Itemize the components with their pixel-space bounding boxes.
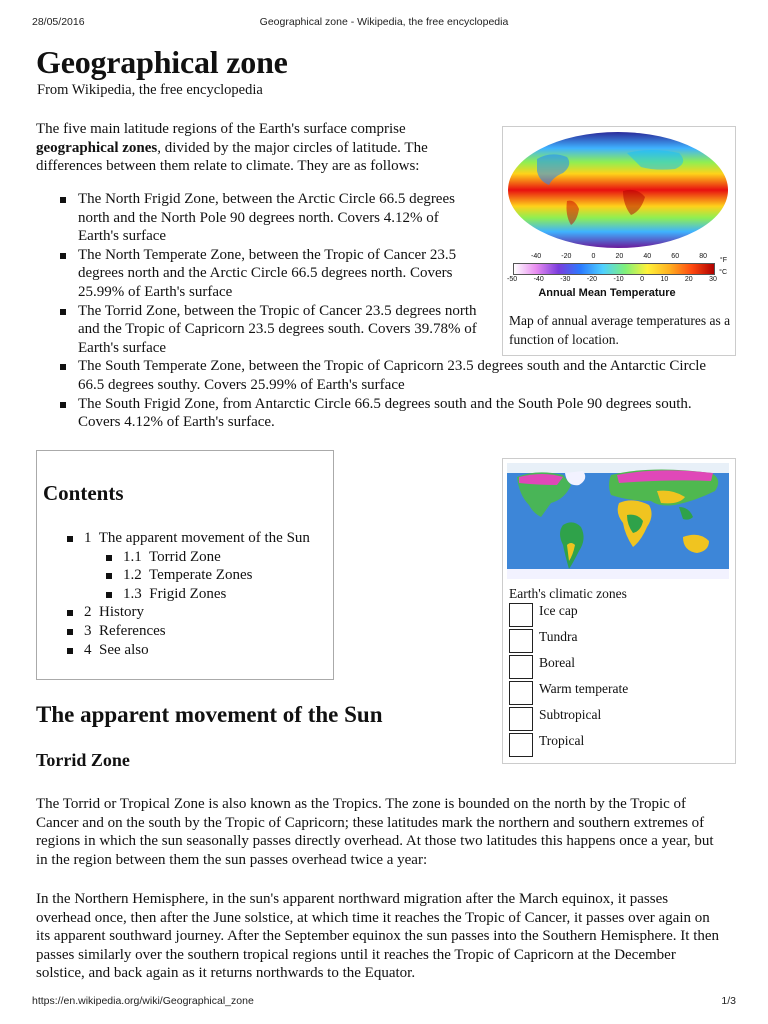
- c-tick: 20: [684, 276, 693, 283]
- scale-title: Annual Mean Temperature: [538, 287, 676, 299]
- geographical-zones-term: geographical zones: [36, 139, 158, 156]
- toc-item-see-also[interactable]: 4 See also: [67, 641, 310, 660]
- c-tick: -10: [613, 276, 624, 283]
- f-tick: -20: [561, 253, 572, 260]
- c-tick: -30: [560, 276, 571, 283]
- legend-swatch: [509, 707, 533, 731]
- print-date: 28/05/2016: [32, 16, 85, 28]
- legend-item: Warm temperate: [509, 681, 628, 707]
- color-bar: [513, 263, 715, 275]
- toc-item-history[interactable]: 2 History: [67, 603, 310, 622]
- list-item: The South Temperate Zone, between the Tropic of Capricorn 23.5 degrees south and the Antarctic Circle 66.5 degrees southy. Covers 25.99% of Earth's surface: [60, 357, 730, 394]
- torrid-paragraph-1: The Torrid or Tropical Zone is also known as the Tropics. The zone is bounded on the north by the Tropic of Cancer and on the south by the Tropic of Capricorn; these latitudes mark the northern and southern extremes of regions in which the sun seasonally passes directly overhead. At those two latitudes this happens once a year, but in the region between them the sun passes overhead twice a year:: [36, 796, 714, 868]
- legend-swatch: [509, 603, 533, 627]
- f-tick: 80: [699, 253, 707, 260]
- c-tick: -40: [533, 276, 544, 283]
- f-tick: 20: [615, 253, 624, 260]
- list-item: The South Frigid Zone, from Antarctic Circle 66.5 degrees south and the South Pole 90 degrees south. Covers 4.12% of Earth's surface.: [60, 395, 718, 432]
- subsection-heading: Torrid Zone: [36, 750, 130, 770]
- toc-item-references[interactable]: 3 References: [67, 622, 310, 641]
- toc-item-sun-movement[interactable]: 1 The apparent movement of the Sun 1.1 Torrid Zone 1.2 Temperate Zones 1.3 Frigid Zones: [67, 529, 310, 603]
- legend-item: Tundra: [509, 629, 628, 655]
- section-heading: The apparent movement of the Sun: [36, 702, 383, 727]
- legend-item: Subtropical: [509, 707, 628, 733]
- toc-title: Contents: [43, 481, 124, 505]
- c-tick: 0: [640, 276, 645, 283]
- toc-item-frigid-zones[interactable]: 1.3 Frigid Zones: [106, 585, 310, 604]
- legend-swatch: [509, 681, 533, 705]
- page-title: Geographical zone: [36, 44, 288, 80]
- legend-swatch: [509, 655, 533, 679]
- figure2-caption: Earth's climatic zones: [509, 586, 627, 601]
- legend-swatch: [509, 629, 533, 653]
- c-tick: -20: [586, 276, 597, 283]
- f-tick: 40: [643, 253, 652, 260]
- intro-paragraph: The five main latitude regions of the Earth's surface comprise geographical zones, divided by the major circles of latitude. The differences between them relate to climate. They are as follows:: [36, 121, 428, 175]
- temperature-figure: [502, 126, 736, 356]
- legend-item: Tropical: [509, 733, 628, 759]
- legend-item: Boreal: [509, 655, 628, 681]
- temperature-map[interactable]: [507, 131, 729, 249]
- climate-legend: [509, 603, 628, 759]
- temperature-scale: [507, 253, 729, 303]
- print-title: Geographical zone - Wikipedia, the free encyclopedia: [259, 16, 509, 28]
- list-item: The North Frigid Zone, between the Arctic Circle 66.5 degrees north and the North Pole 90 degrees north. Covers 4.12% of Earth's surface: [60, 190, 468, 246]
- climate-figure: [502, 458, 736, 764]
- climate-map[interactable]: [507, 463, 729, 579]
- figure1-caption: Map of annual average temperatures as a function of location.: [509, 313, 731, 347]
- page-subtitle: From Wikipedia, the free encyclopedia: [37, 82, 263, 98]
- torrid-paragraph-2: In the Northern Hemisphere, in the sun's apparent northward migration after the March equinox, it passes overhead once, then after the June solstice, at which time it reaches the Tropic of Cancer, it passes over again on its apparent southward journey. After the September equinox the sun passes into the Southern Hemisphere. It then passes similarly over the southern tropical regions until it reaches the Tropic of Capricorn at the December solstice, and back again as it returns northwards to the Equator.: [36, 891, 720, 982]
- toc-item-torrid-zone[interactable]: 1.1 Torrid Zone: [106, 548, 310, 567]
- list-item: The North Temperate Zone, between the Tropic of Cancer 23.5 degrees north and the Arctic Circle 66.5 degrees north. Covers 25.99% of Earth's surface: [60, 246, 468, 302]
- c-tick: -50: [507, 276, 518, 283]
- f-unit: °F: [719, 257, 727, 264]
- c-unit: °C: [719, 269, 727, 276]
- f-tick: 60: [671, 253, 680, 260]
- c-tick: 30: [709, 276, 717, 283]
- legend-item: Ice cap: [509, 603, 628, 629]
- legend-swatch: [509, 733, 533, 757]
- page-url: https://en.wikipedia.org/wiki/Geographical_zone: [32, 995, 254, 1007]
- toc-item-temperate-zones[interactable]: 1.2 Temperate Zones: [106, 566, 310, 585]
- c-tick: 10: [660, 276, 669, 283]
- f-tick: -40: [531, 253, 542, 260]
- list-item: The Torrid Zone, between the Tropic of Cancer 23.5 degrees north and the Tropic of Capricorn 23.5 degrees south. Covers 39.78% of Earth's surface: [60, 302, 483, 358]
- table-of-contents: [36, 450, 334, 680]
- page-number: 1/3: [721, 995, 736, 1007]
- f-tick: 0: [591, 253, 596, 260]
